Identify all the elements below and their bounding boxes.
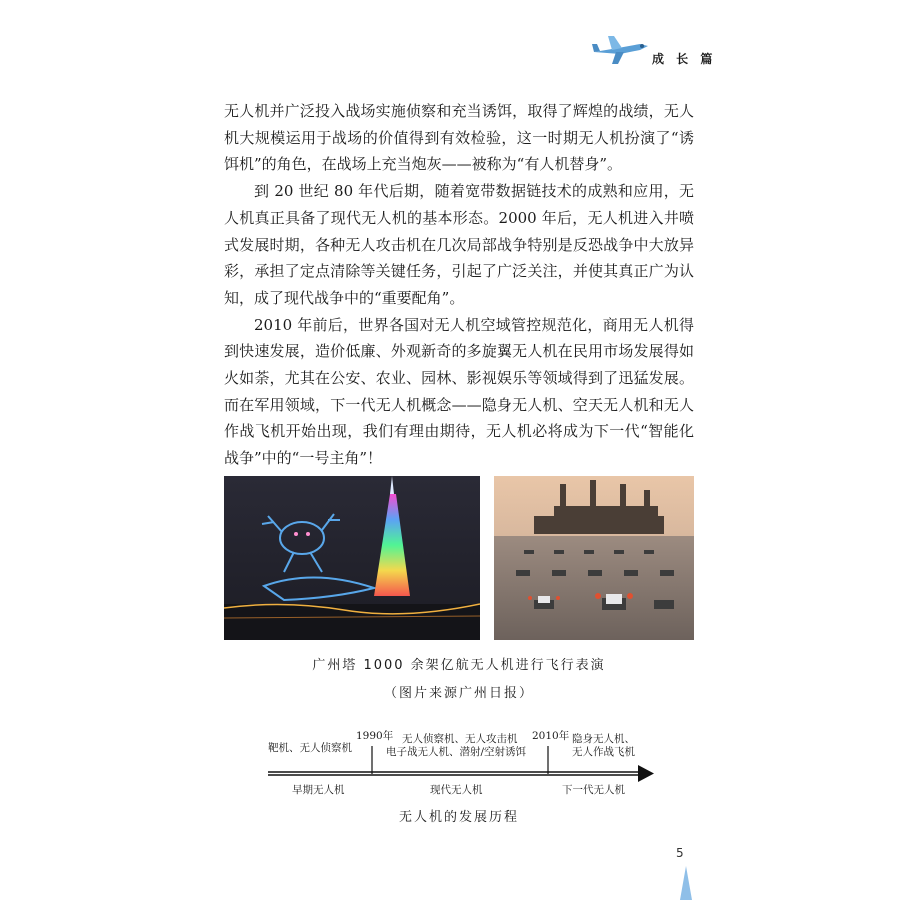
timeline-title: 无人机的发展历程 bbox=[398, 810, 519, 825]
timeline-arrowhead bbox=[638, 765, 654, 782]
paragraph-3: 2010 年前后，世界各国对无人机空域管控规范化，商用无人机得到快速发展，造价低廉、外观新奇的多旋翼无人机在民用市场发展得如火如荼，尤其在公安、农业、园林、影视娱乐等领域得到了迅猛发展。而在军用领域，下一代无人机概念——隐身无人机、空天无人机和无人作战飞机开始出现，我们有理由期待，无人机必将成为下一代“智能化战争”中的“一号主角”！ bbox=[224, 315, 694, 468]
canton-tower-drone-show-photo bbox=[224, 476, 480, 640]
era-next: 下一代无人机 bbox=[562, 784, 625, 796]
figure-caption: 广州塔 1000 余架亿航无人机进行飞行表演 bbox=[312, 658, 606, 673]
event-modern-line-1: 无人侦察机、无人攻击机 bbox=[402, 733, 518, 745]
era-early: 早期无人机 bbox=[292, 784, 345, 796]
event-modern-line-2: 电子战无人机、潜射/空射诱饵 bbox=[386, 746, 527, 758]
event-next-line-2: 无人作战飞机 bbox=[572, 746, 635, 758]
chapter-label: 成 长 篇 bbox=[652, 52, 717, 66]
development-timeline bbox=[262, 728, 662, 806]
page-marker-icon bbox=[680, 866, 692, 900]
drone-icon bbox=[590, 30, 650, 70]
era-modern: 现代无人机 bbox=[430, 784, 483, 796]
page-number: 5 bbox=[676, 846, 684, 860]
drone-formation-photo bbox=[494, 476, 694, 640]
body-text bbox=[224, 98, 694, 472]
event-next-line-1: 隐身无人机、 bbox=[572, 733, 635, 745]
figure-source: （图片来源广州日报） bbox=[383, 686, 534, 701]
marker-1990: 1990年 bbox=[356, 730, 394, 742]
paragraph-1: 无人机并广泛投入战场实施侦察和充当诱饵，取得了辉煌的战绩，无人机大规模运用于战场的价值得到有效检验，这一时期无人机扮演了“诱饵机”的角色，在战场上充当炮灰——被称为“有人机替身”。 bbox=[224, 102, 694, 174]
marker-2010: 2010年 bbox=[532, 730, 570, 742]
paragraph-2: 到 20 世纪 80 年代后期，随着宽带数据链技术的成熟和应用，无人机真正具备了现代无人机的基本形态。2000 年后，无人机进入井喷式发展时期，各种无人攻击机在几次局部战争特别是反恐战争中大放异彩，承担了定点清除等关键任务，引起了广泛关注，并使其真正广为认知，成了现代战争中的“重要配角”。 bbox=[224, 182, 694, 307]
event-early: 靶机、无人侦察机 bbox=[268, 742, 352, 754]
